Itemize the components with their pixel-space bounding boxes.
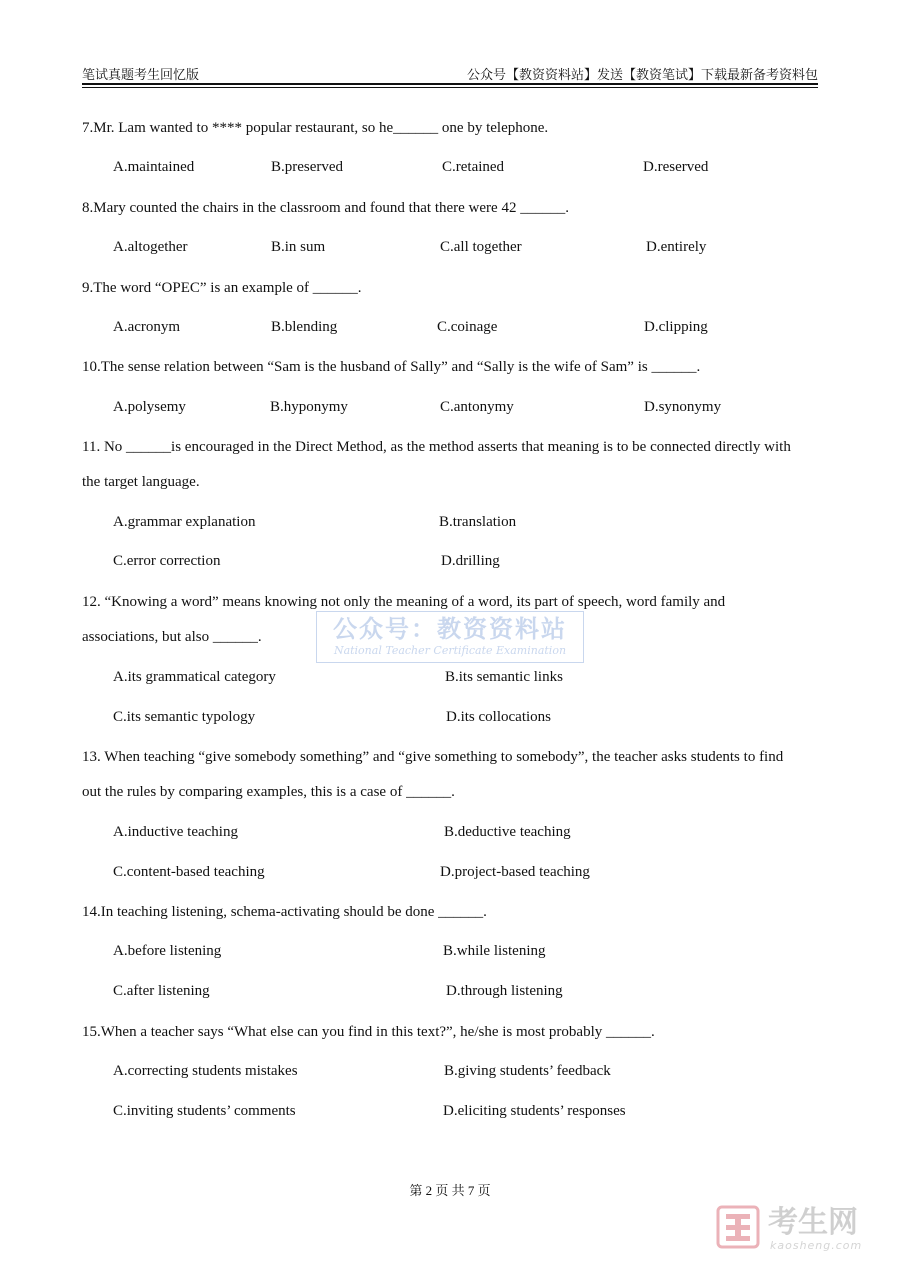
header-rule-thin (82, 87, 818, 88)
question-11-option-b: B.translation (439, 514, 517, 530)
question-9-option-b: B.blending (271, 319, 338, 335)
question-15-option-d: D.eliciting students’ responses (443, 1103, 626, 1119)
question-13-option-a: A.inductive teaching (113, 824, 238, 840)
question-12-stem: 12. “Knowing a word” means knowing not only the meaning of a word, its part of speech, word family and associations, but also ______. (82, 594, 726, 645)
question-11-option-c: C.error correction (113, 553, 221, 569)
question-15-stem: 15.When a teacher says “What else can you find in this text?”, he/she is most probably ______. (82, 1024, 655, 1040)
page-number: 第 2 页 共 7 页 (409, 1183, 491, 1198)
question-7-option-d: D.reserved (643, 159, 709, 175)
question-8-option-a: A.altogether (113, 239, 188, 255)
question-9-option-a: A.acronym (113, 319, 181, 335)
question-15-option-c: C.inviting students’ comments (113, 1103, 296, 1119)
question-10-stem: 10.The sense relation between “Sam is the husband of Sally” and “Sally is the wife of Sam” is ______. (82, 359, 701, 375)
question-7-option-b: B.preserved (271, 159, 344, 175)
logo-url: kaosheng.com (770, 1239, 863, 1252)
question-14-option-a: A.before listening (113, 943, 222, 959)
logo-name: 考生网 (768, 1205, 858, 1240)
header-left-text: 笔试真题考生回忆版 (82, 67, 200, 82)
question-8-option-d: D.entirely (646, 239, 707, 255)
question-15-option-a: A.correcting students mistakes (113, 1063, 298, 1079)
header-rule-thick (82, 83, 818, 85)
question-11-option-a: A.grammar explanation (113, 514, 256, 530)
question-13-option-d: D.project-based teaching (440, 864, 590, 880)
question-11-stem: 11. No ______is encouraged in the Direct Method, as the method asserts that meaning is to be connected directly with the target language. (82, 439, 791, 490)
question-15-option-b: B.giving students’ feedback (444, 1063, 611, 1079)
question-8-option-c: C.all together (440, 239, 522, 255)
watermark-subtitle: National Teacher Certificate Examination (333, 644, 567, 657)
question-10-option-c: C.antonymy (440, 399, 514, 415)
question-10-option-a: A.polysemy (113, 399, 186, 415)
header-right-text: 公众号【教资资料站】发送【教资笔试】下载最新备考资料包 (466, 67, 818, 82)
question-8-stem: 8.Mary counted the chairs in the classroom and found that there were 42 ______. (82, 200, 569, 216)
question-13-option-c: C.content-based teaching (113, 864, 265, 880)
question-13-stem: 13. When teaching “give somebody something” and “give something to somebody”, the teacher asks students to find out the rules by comparing examples, this is a case of ______. (82, 749, 784, 800)
question-8-option-b: B.in sum (271, 239, 326, 255)
question-14-option-b: B.while listening (443, 943, 546, 959)
question-10-option-d: D.synonymy (644, 399, 722, 415)
question-14-option-c: C.after listening (113, 983, 210, 999)
question-10-option-b: B.hyponymy (270, 399, 348, 415)
question-7-option-c: C.retained (442, 159, 505, 175)
question-7-option-a: A.maintained (113, 159, 195, 175)
question-14-option-d: D.through listening (446, 983, 563, 999)
question-9-option-c: C.coinage (437, 319, 498, 335)
watermark-stamp (316, 611, 584, 663)
site-logo (716, 1205, 886, 1257)
logo-mark-icon (716, 1205, 760, 1249)
question-9-option-d: D.clipping (644, 319, 708, 335)
question-13-option-b: B.deductive teaching (444, 824, 571, 840)
question-12-option-d: D.its collocations (446, 709, 551, 725)
question-12-option-b: B.its semantic links (445, 669, 563, 685)
page-header (82, 64, 818, 84)
question-12-option-c: C.its semantic typology (113, 709, 256, 725)
watermark-title: 公众号：教资资料站 (333, 615, 567, 643)
question-11-option-d: D.drilling (441, 553, 500, 569)
question-7-stem: 7.Mr. Lam wanted to **** popular restaurant, so he______ one by telephone. (82, 120, 549, 136)
question-12-option-a: A.its grammatical category (113, 669, 276, 685)
question-14-stem: 14.In teaching listening, schema-activating should be done ______. (82, 904, 487, 920)
question-9-stem: 9.The word “OPEC” is an example of ______. (82, 280, 362, 296)
